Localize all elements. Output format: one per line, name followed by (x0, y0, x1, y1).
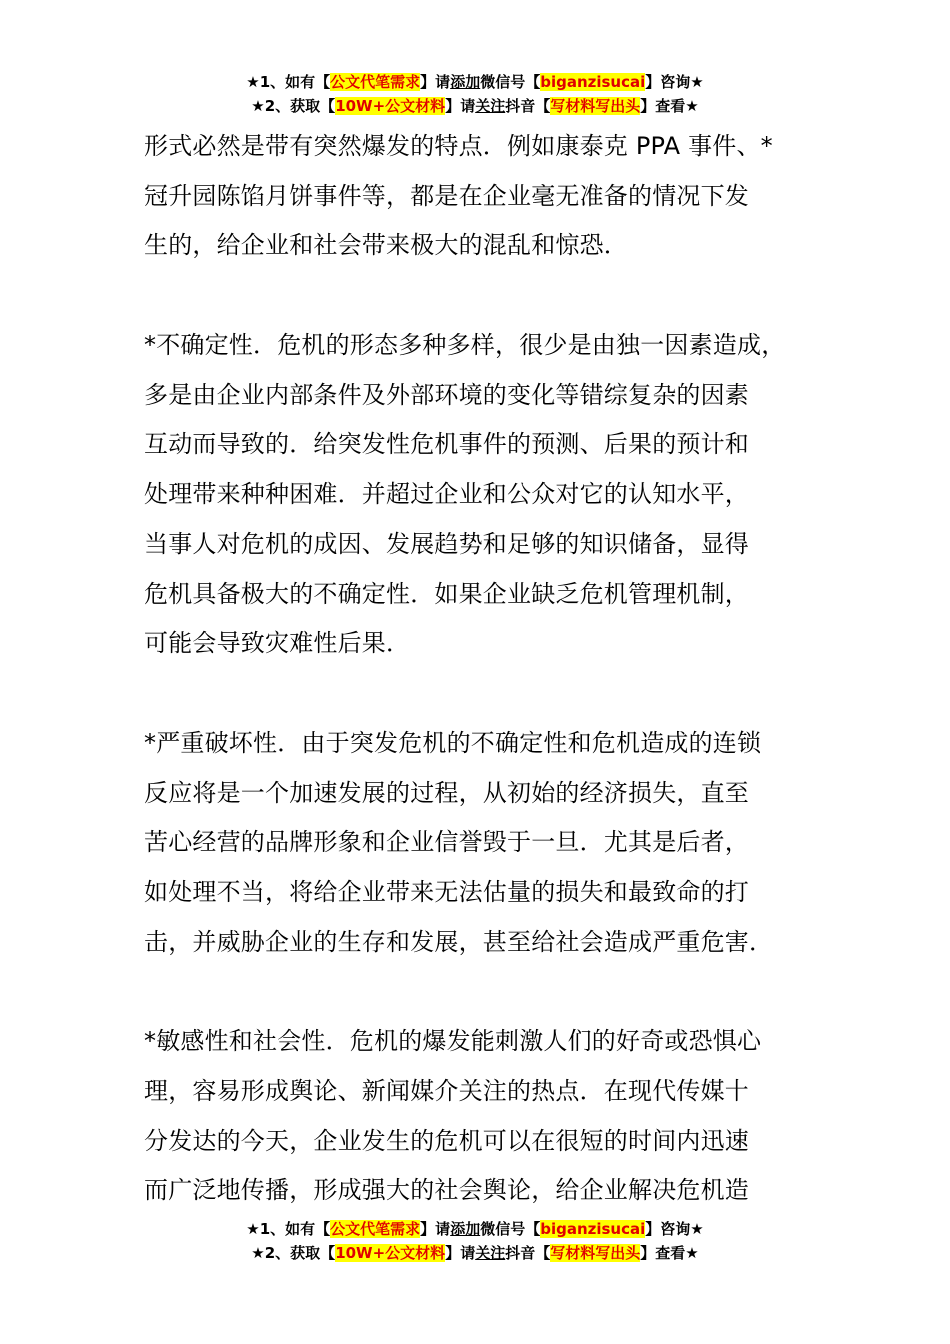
banner-text: 微信号【 (480, 73, 541, 91)
text-line: 多是由企业内部条件及外部环境的变化等错综复杂的因素 (144, 380, 749, 409)
highlight-service: 公文代笔需求 (330, 1220, 421, 1238)
underlined-text: 关注 (475, 97, 506, 115)
banner-text: 】请 (445, 97, 476, 115)
text-line: 而广泛地传播，形成强大的社会舆论，给企业解决危机造 (144, 1176, 749, 1205)
footer-line-2 (0, 1241, 950, 1265)
highlight-materials: 10W+公文材料 (335, 97, 446, 115)
text-line: *严重破坏性．由于突发危机的不确定性和危机造成的连锁 (144, 728, 762, 757)
text-line: 危机具备极大的不确定性．如果企业缺乏危机管理机制， (144, 579, 749, 608)
highlight-douyin-account: 写材料写出头 (550, 97, 641, 115)
header-banner (0, 70, 950, 118)
text-line: 苦心经营的品牌形象和企业信誉毁于一旦．尤其是后者， (144, 828, 749, 857)
document-body (144, 122, 844, 1216)
banner-text: 】请 (420, 73, 451, 91)
text-line: 击，并威胁企业的生存和发展，甚至给社会造成严重危害． (144, 927, 774, 956)
highlight-materials: 10W+公文材料 (335, 1244, 446, 1262)
text-line: 分发达的今天，企业发生的危机可以在很短的时间内迅速 (144, 1126, 749, 1155)
banner-text: 】查看★ (640, 1244, 699, 1262)
text-line: 当事人对危机的成因、发展趋势和足够的知识储备，显得 (144, 529, 749, 558)
banner-text: ★1、如有【 (246, 73, 331, 91)
text-line: 可能会导致灾难性后果． (144, 629, 411, 658)
text-line: 生的，给企业和社会带来极大的混乱和惊恐． (144, 231, 628, 260)
highlight-wechat-id: biganzisucai (540, 1220, 646, 1238)
banner-text: 】请 (420, 1220, 451, 1238)
footer-line-1 (0, 1217, 950, 1241)
banner-text: 】咨询★ (645, 1220, 704, 1238)
header-line-1 (0, 70, 950, 94)
highlight-douyin-account: 写材料写出头 (550, 1244, 641, 1262)
banner-text: 】咨询★ (645, 73, 704, 91)
banner-text: ★2、获取【 (251, 97, 336, 115)
text-line: 冠升园陈馅月饼事件等，都是在企业毫无准备的情况下发 (144, 181, 749, 210)
underlined-text: 添加 (450, 1220, 481, 1238)
text-line: 如处理不当，将给企业带来无法估量的损失和最致命的打 (144, 877, 749, 906)
underlined-text: 添加 (450, 73, 481, 91)
header-line-2 (0, 94, 950, 118)
text-line: 理，容易形成舆论、新闻媒介关注的热点．在现代传媒十 (144, 1077, 749, 1105)
banner-text: 】请 (445, 1244, 476, 1262)
text-line: *不确定性．危机的形态多种多样，很少是由独一因素造成， (144, 331, 786, 360)
underlined-text: 关注 (475, 1244, 506, 1262)
footer-banner (0, 1217, 950, 1265)
text-line: *敏感性和社会性．危机的爆发能刺激人们的好奇或恐惧心 (144, 1027, 762, 1056)
highlight-service: 公文代笔需求 (330, 73, 421, 91)
text-line: 处理带来种种困难．并超过企业和公众对它的认知水平， (144, 480, 749, 509)
banner-text: ★2、获取【 (251, 1244, 336, 1262)
highlight-wechat-id: biganzisucai (540, 73, 646, 91)
banner-text: 抖音【 (505, 97, 551, 115)
banner-text: 】查看★ (640, 97, 699, 115)
banner-text: ★1、如有【 (246, 1220, 331, 1238)
text-line: 互动而导致的．给突发性危机事件的预测、后果的预计和 (144, 430, 749, 459)
text-line: 形式必然是带有突然爆发的特点．例如康泰克 PPA 事件、* (144, 132, 773, 160)
banner-text: 微信号【 (480, 1220, 541, 1238)
banner-text: 抖音【 (505, 1244, 551, 1262)
text-line: 反应将是一个加速发展的过程，从初始的经济损失，直至 (144, 778, 749, 807)
